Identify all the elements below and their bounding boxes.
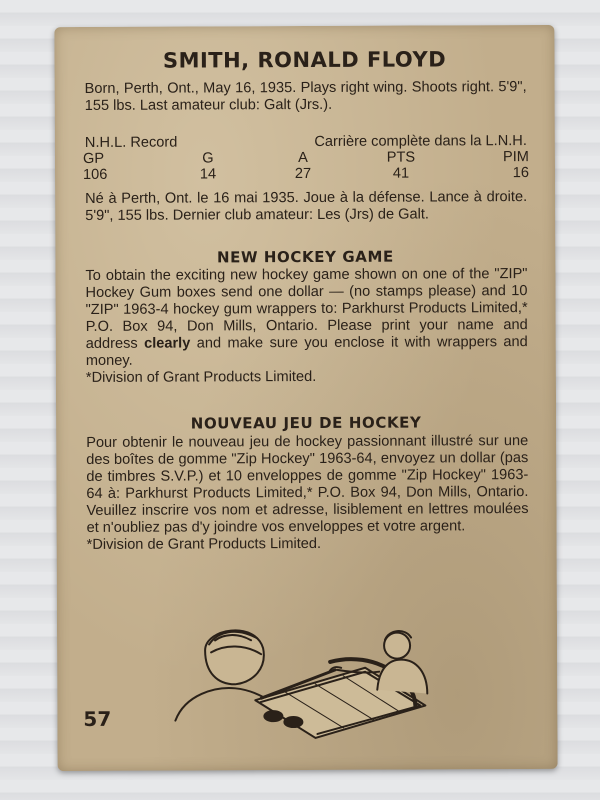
offer-english bbox=[85, 266, 528, 387]
stats-header-row bbox=[83, 149, 529, 167]
stat-header-pim: PIM bbox=[502, 149, 529, 166]
offer-french-footnote: *Division de Grant Products Limited. bbox=[86, 535, 322, 553]
hockey-game-illustration bbox=[165, 609, 436, 740]
offer-english-bold: clearly bbox=[144, 335, 191, 352]
stat-value-pts: 41 bbox=[392, 165, 410, 182]
stat-header-gp: GP bbox=[82, 150, 105, 167]
offer-english-text-2: and make sure you enclose it with wrappers and money. bbox=[85, 334, 528, 369]
stat-value-pim: 16 bbox=[512, 165, 530, 182]
stat-header-pts: PTS bbox=[386, 149, 416, 166]
bio-french: Né à Perth, Ont. le 16 mai 1935. Joue à la défense. Lance à droite. 5'9", 155 lbs. Dernier club amateur: Les (Jrs) de Galt. bbox=[85, 189, 528, 224]
record-header bbox=[84, 133, 527, 151]
record-label-english: N.H.L. Record bbox=[84, 134, 178, 151]
heading-french: NOUVEAU JEU DE HOCKEY bbox=[190, 413, 422, 433]
card-number: 57 bbox=[83, 706, 112, 731]
offer-french bbox=[86, 433, 529, 554]
stats-table bbox=[83, 149, 529, 183]
stat-header-a: A bbox=[298, 149, 308, 167]
stat-header-g: G bbox=[202, 150, 214, 167]
stats-value-row bbox=[83, 165, 529, 183]
bio-english: Born, Perth, Ont., May 16, 1935. Plays right wing. Shoots right. 5'9", 155 lbs. Last amateur club: Galt (Jrs.). bbox=[84, 79, 527, 114]
stat-value-gp: 106 bbox=[82, 166, 108, 183]
offer-english-text-1: To obtain the exciting new hockey game shown on one of the "ZIP" Hockey Gum boxes send one dollar — (no stamps please) and 10 "ZIP" 1963-4 hockey gum wrappers to: Parkhurst Products Limited,* P.O. Box 94, Don Mills, Ontario. Please print your name and address bbox=[85, 266, 528, 352]
offer-english-footnote: *Division of Grant Products Limited. bbox=[85, 368, 317, 386]
game-knob bbox=[264, 711, 282, 721]
stat-value-g: 14 bbox=[199, 166, 217, 183]
offer-french-text: Pour obtenir le nouveau jeu de hockey passionnant illustré sur une des boîtes de gomme "Zip Hockey" 1963-64, envoyez un dollar (pas de timbres S.V.P.) et 10 enveloppes de gomme "Zip Hockey" 1963-64 à: Parkhurst Products Limited,* P.O. Box 94, Don Mills, Ontario. Veuillez inscrire vos nom et adresse, lisiblement en lettres moulées et n'oubliez pas d'y joindre vos enveloppes et votre argent. bbox=[86, 433, 529, 536]
heading-english: NEW HOCKEY GAME bbox=[216, 247, 394, 267]
player-name: SMITH, RONALD FLOYD bbox=[162, 47, 447, 73]
record-label-french: Carrière complète dans la L.N.H. bbox=[314, 133, 527, 150]
stat-value-a: 27 bbox=[294, 165, 312, 183]
trading-card-back bbox=[54, 25, 557, 771]
game-knob bbox=[284, 717, 302, 727]
